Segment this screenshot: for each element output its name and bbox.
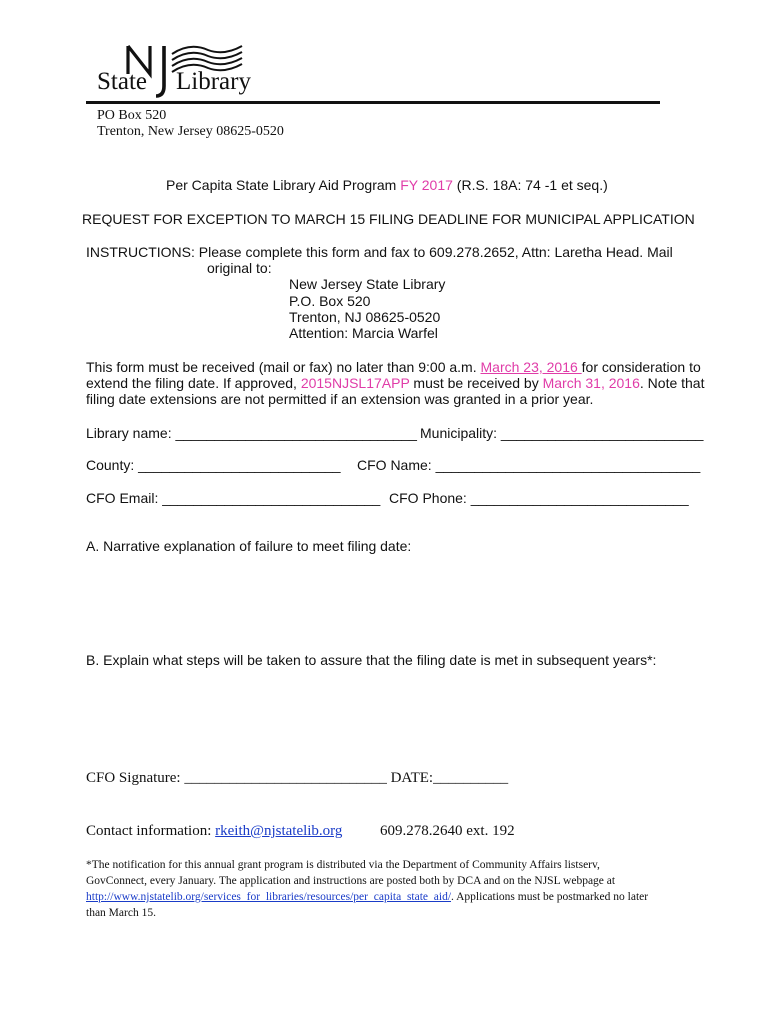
program-text: Per Capita State Library Aid Program [166,177,401,193]
deadline-text-c: extend the filing date. If approved, [86,375,301,391]
contact-email-link[interactable]: rkeith@njstatelib.org [215,823,343,839]
contact-label: Contact information: [86,823,216,839]
njsl-webpage-link[interactable]: http://www.njstatelib.org/services_for_libraries/resources/per_capita_state_aid/ [86,891,452,903]
contact-phone: 609.278.2640 ext. 192 [380,823,515,839]
mail-to-city: Trenton, NJ 08625-0520 [289,309,441,325]
footnote-line-1: *The notification for this annual grant program is distributed via the Department of Community Affairs listserv, [86,859,600,871]
address-line-2: Trenton, New Jersey 08625-0520 [97,124,284,139]
deadline-text-b: for consideration to [581,359,701,375]
section-a-answer-area[interactable] [86,560,686,645]
deadline-text-a: This form must be received (mail or fax) no later than 9:00 a.m. [86,359,481,375]
instructions-line-2: original to: [207,260,272,276]
county-field[interactable]: County: __________________________ [86,457,341,473]
section-b-answer-area[interactable] [86,675,686,760]
footnote-postmark-text: . Applications must be postmarked no later [451,891,649,903]
cfo-email-field[interactable]: CFO Email: ____________________________ [86,490,381,506]
municipality-field[interactable]: Municipality: __________________________ [420,425,704,441]
instructions-line-1: INSTRUCTIONS: Please complete this form and fax to 609.278.2652, Attn: Laretha Head. Mail [86,244,673,260]
logo-state-text: State [97,68,147,95]
deadline-date-2: March 31, 2016 [542,375,640,391]
mail-to-name: New Jersey State Library [289,276,446,292]
cfo-phone-field[interactable]: CFO Phone: ____________________________ [389,490,689,506]
statute-ref: (R.S. 18A: 74 -1 et seq.) [452,177,608,193]
program-line [166,177,608,193]
header-rule [86,101,660,104]
section-a-label: A. Narrative explanation of failure to meet filing date: [86,538,412,554]
cfo-name-field[interactable]: CFO Name: __________________________________ [357,457,701,473]
deadline-date-1: March 23, 2016 [480,359,582,375]
deadline-line-3: filing date extensions are not permitted if an extension was granted in a prior year. [86,391,594,407]
mail-to-box: P.O. Box 520 [289,293,371,309]
deadline-line-1 [86,359,701,375]
footnote-line-2: GovConnect, every January. The application and instructions are posted both by DCA and on the NJSL webpage at [86,875,616,887]
deadline-text-d: must be received by [409,375,543,391]
library-name-field[interactable]: Library name: _______________________________ [86,425,417,441]
page-title: REQUEST FOR EXCEPTION TO MARCH 15 FILING DEADLINE FOR MUNICIPAL APPLICATION [82,211,695,227]
application-id: 2015NJSL17APP [300,375,410,391]
deadline-text-e: . Note that [639,375,705,391]
address-line-1: PO Box 520 [97,108,167,123]
deadline-line-2 [86,375,704,391]
logo-library-text: Library [176,68,251,95]
footnote-line-4: than March 15. [86,907,156,919]
section-b-label: B. Explain what steps will be taken to assure that the filing date is met in subsequent years*: [86,652,657,668]
mail-to-attention: Attention: Marcia Warfel [289,325,438,341]
contact-information [86,823,342,840]
fiscal-year: FY 2017 [400,177,453,193]
cfo-signature-line[interactable]: CFO Signature: ___________________________ DATE:__________ [86,770,509,786]
footnote-line-3 [86,889,648,905]
